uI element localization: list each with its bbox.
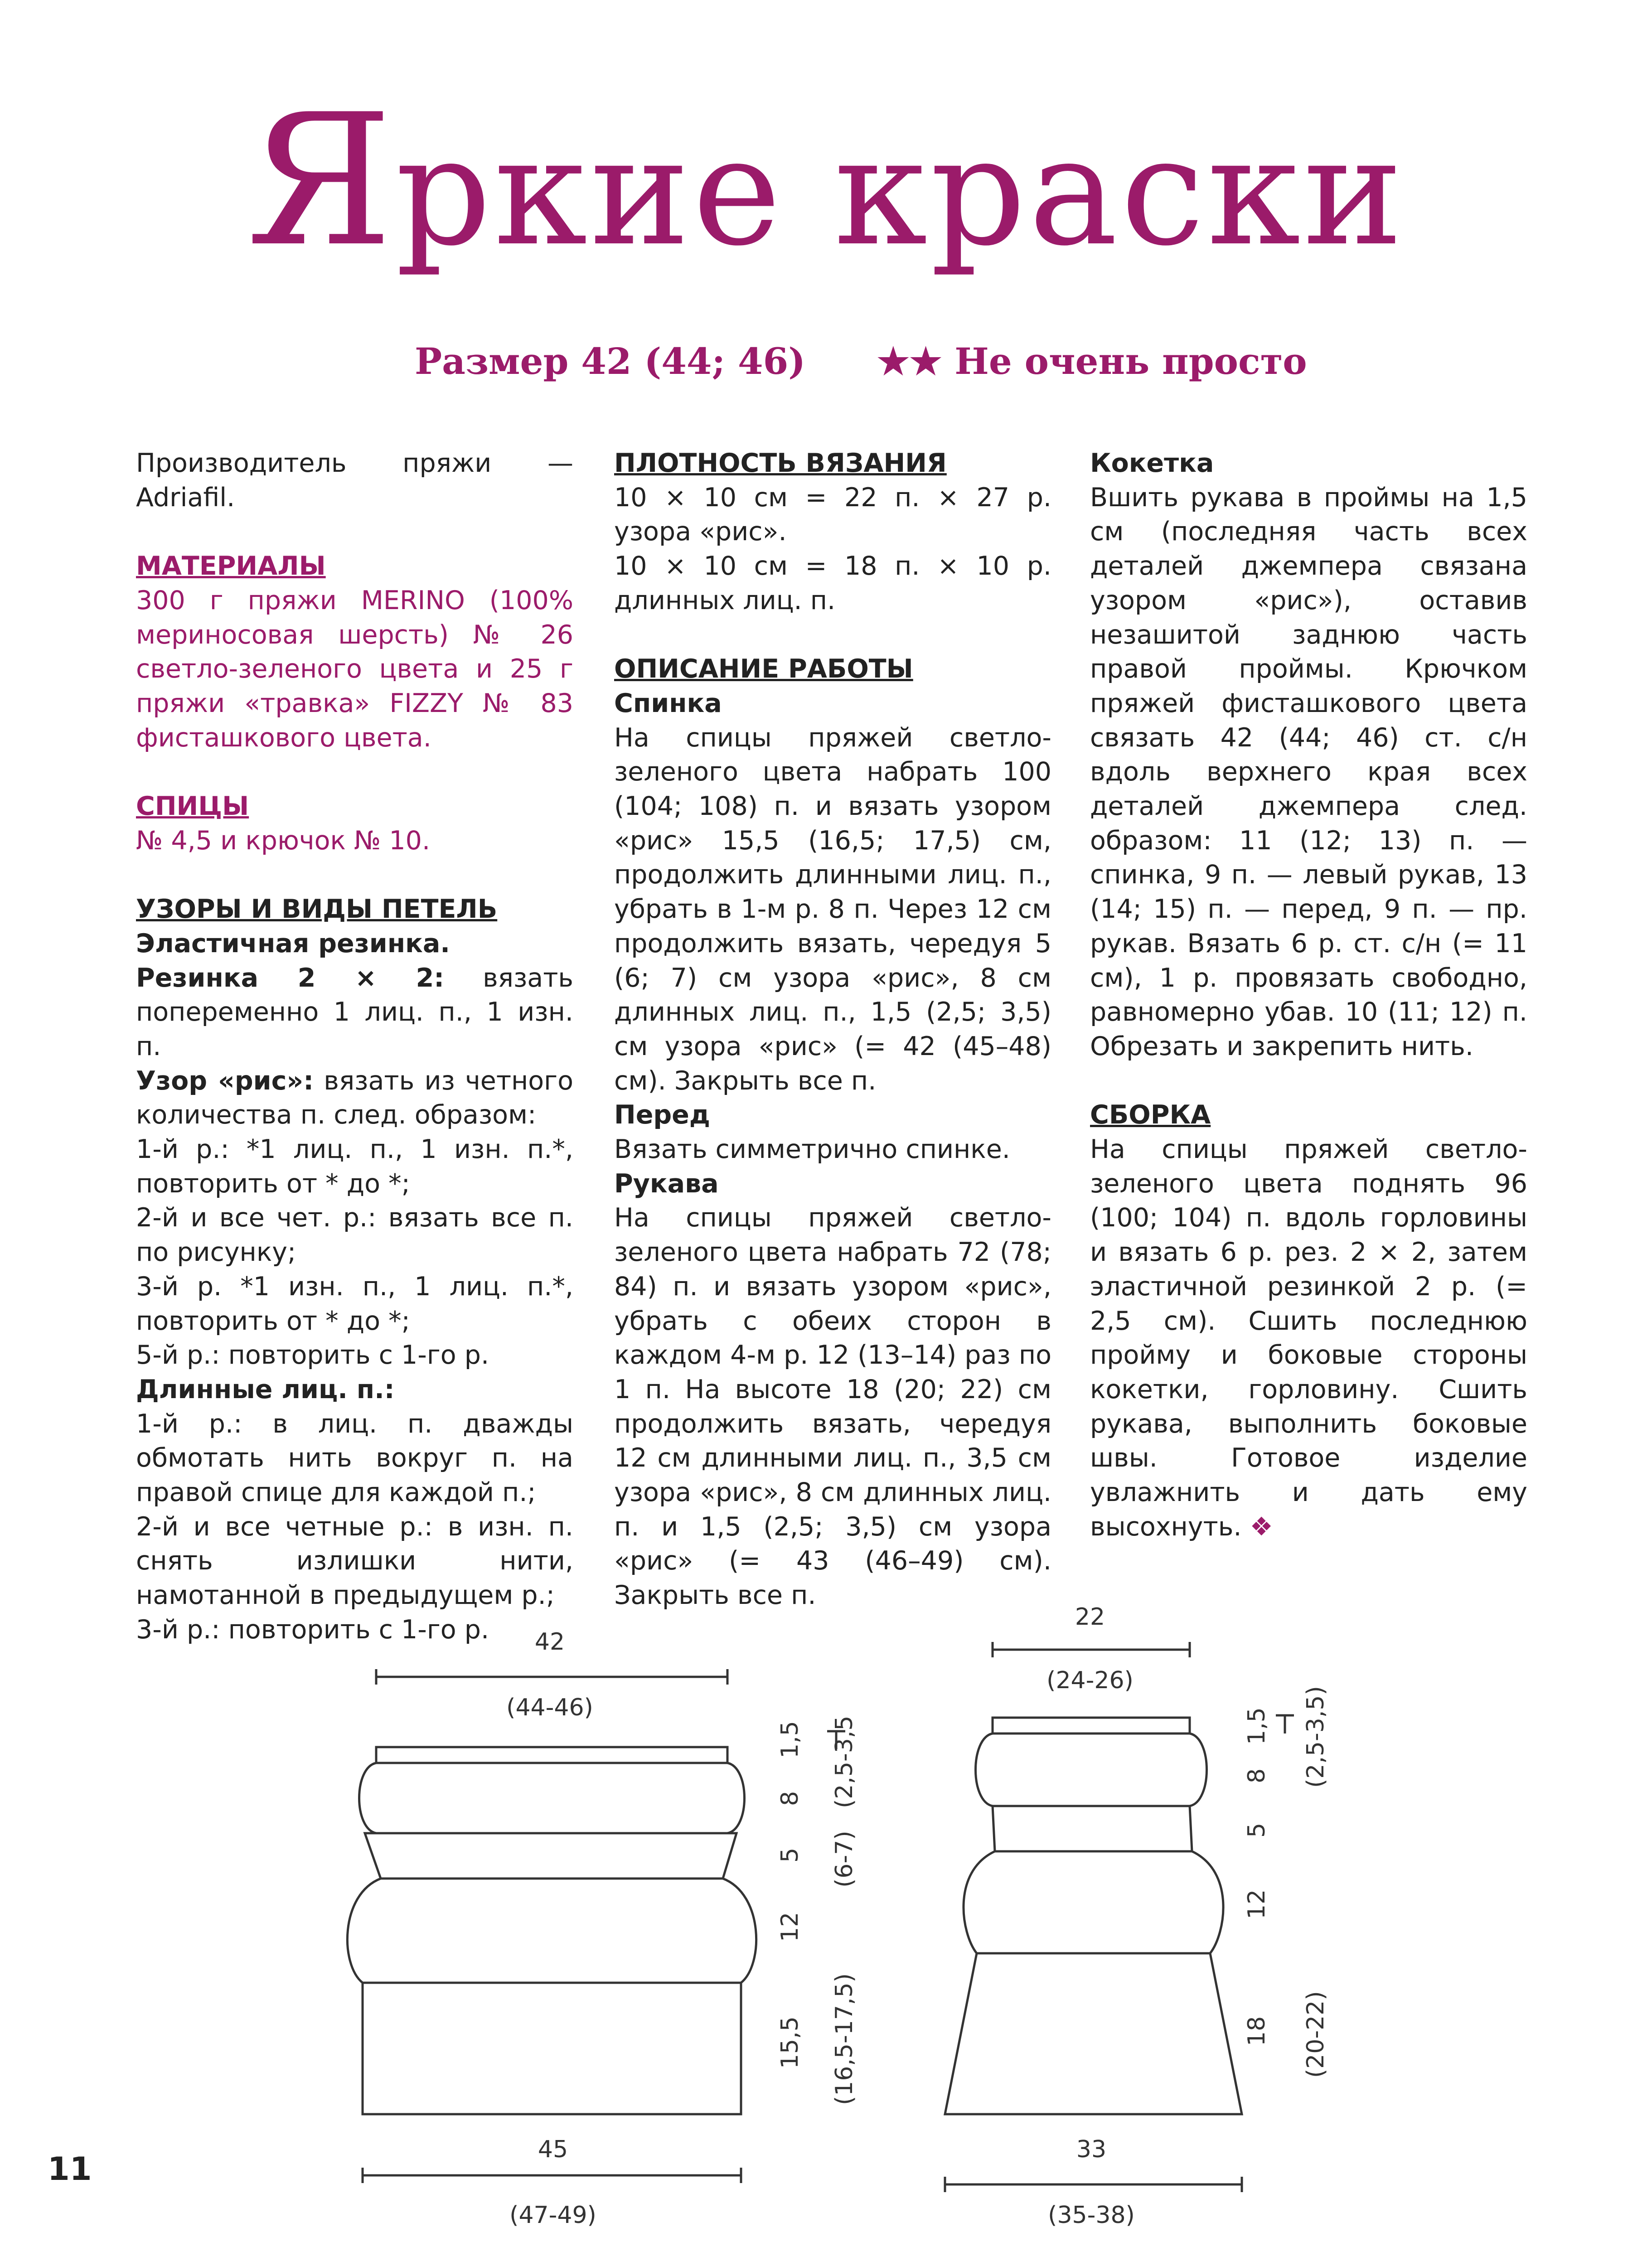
rice-row-2: 2-й и все чет. р.: вязать все п. по рисунку; — [136, 1203, 573, 1268]
body-alt3: (16,5-17,5) — [831, 1973, 858, 2105]
long-row-3: 3-й р.: повторить с 1-го р. — [136, 1614, 489, 1645]
page-number: 11 — [48, 2150, 92, 2188]
body-alt1: (2,5-3,5 — [831, 1715, 858, 1808]
body-alt2: (6-7) — [831, 1830, 858, 1888]
difficulty-stars: ★★ — [877, 340, 942, 383]
sleeve-alt2: (20-22) — [1302, 1991, 1329, 2078]
assembly-heading: СБОРКА — [1090, 1100, 1211, 1130]
rice-pattern-text: вязать из четного количества п. след. образом: — [136, 1065, 573, 1130]
page-title — [0, 76, 1652, 286]
long-stitch-title: Длинные лиц. п.: — [136, 1374, 395, 1404]
title-first-letter: Я — [246, 76, 396, 286]
front-text: Вязать симметрично спинке. — [614, 1134, 1010, 1165]
rice-row-3: 3-й р. *1 изн. п., 1 лиц. п.*, повторить от * до *; — [136, 1271, 573, 1336]
front-title: Перед — [614, 1100, 710, 1130]
sleeve-alt1: (2,5-3,5) — [1302, 1686, 1329, 1788]
long-row-1: 1-й р.: в лиц. п. дважды обмотать нить вокруг п. на правой спице для каждой п.; — [136, 1409, 573, 1508]
body-bottom-width: 45 — [538, 2136, 568, 2163]
rice-pattern-label: Узор «рис»: — [136, 1065, 314, 1096]
body-h1: 1,5 — [776, 1721, 804, 1758]
column-materials — [136, 446, 573, 1647]
body-h4: 12 — [776, 1912, 804, 1942]
sleeve-h3: 5 — [1243, 1822, 1270, 1838]
size-label: Размер 42 (44; 46) — [415, 340, 806, 383]
sleeve-bottom-width-alt: (35-38) — [1048, 2202, 1135, 2229]
rice-pattern — [136, 1064, 573, 1133]
materials-heading: МАТЕРИАЛЫ — [136, 551, 326, 581]
materials-text: 300 г пряжи MERINO (100% мериносовая шерсть) № 26 светло-зеленого цвета и 25 г пряжи «травка» FIZZY № 83 фисташкового цвета. — [136, 585, 573, 753]
gauge-rice: 10 × 10 см = 22 п. × 27 р. узора «рис». — [614, 482, 1051, 547]
column-yoke — [1090, 446, 1527, 1544]
rib-2x2-label: Резинка 2 × 2: — [136, 963, 445, 993]
end-mark-icon: ❖ — [1250, 1511, 1273, 1542]
difficulty — [877, 340, 1307, 383]
yoke-title: Кокетка — [1090, 448, 1214, 478]
assembly-body: На спицы пряжей светло-зеленого цвета поднять 96 (100; 104) п. вдоль горловины и вязать 6 р. рез. 2 × 2, затем эластичной резинкой 2 р. (= 2,5 см). Сшить последнюю пройму и боковые стороны кокетки, горловину. Сшить рукава, выполнить боковые швы. Готовое изделие увлажнить и дать ему высохнуть. — [1090, 1134, 1527, 1542]
needles-heading: СПИЦЫ — [136, 791, 249, 821]
sleeve-h2: 8 — [1243, 1768, 1270, 1783]
sleeve-bottom-width: 33 — [1076, 2136, 1107, 2163]
sleeve-top-width-alt: (24-26) — [1046, 1667, 1134, 1694]
body-h2: 8 — [776, 1791, 804, 1806]
yoke-text: Вшить рукава в проймы на 1,5 см (последняя часть всех деталей джемпера связана узором «рис»), оставив незашитой заднюю часть правой проймы. Крючком пряжей фисташкового цвета связать 42 (44; 46) ст. с/н вдоль верхнего края всех деталей джемпера след. образом: 11 (12; 13) п. — спинка, 9 п. — левый рукав, 13 (14; 15) п. — перед, 9 п. — пр. рукав. Вязать 6 р. ст. с/н (= 11 см), 1 р. провязать свободно, равномерно убав. 10 (11; 12) п. Обрезать и закрепить нить. — [1090, 482, 1527, 1061]
rice-row-1: 1-й р.: *1 лиц. п., 1 изн. п.*, повторить от * до *; — [136, 1134, 573, 1199]
back-text: На спицы пряжей светло-зеленого цвета набрать 100 (104; 108) п. и вязать узором «рис» 15,5 (16,5; 17,5) см, продолжить длинными лиц. п., убрать в 1-м р. 8 п. Через 12 см продолжить вязать, чередуя 5 (6; 7) см узора «рис», 8 см длинных лиц. п., 1,5 (2,5; 3,5) см узора «рис» (= 42 (45–48) см). Закрыть все п. — [614, 722, 1051, 1096]
description-heading: ОПИСАНИЕ РАБОТЫ — [614, 654, 913, 684]
body-h5: 15,5 — [776, 2016, 804, 2069]
body-top-width: 42 — [534, 1628, 565, 1656]
patterns-heading: УЗОРЫ И ВИДЫ ПЕТЕЛЬ — [136, 894, 498, 925]
body-h3: 5 — [776, 1847, 804, 1863]
sleeve-h4: 12 — [1243, 1889, 1270, 1919]
needles-text: № 4,5 и крючок № 10. — [136, 825, 431, 856]
body-bottom-width-alt: (47-49) — [509, 2202, 596, 2229]
yarn-producer: Производитель пряжи — Adriafil. — [136, 448, 573, 513]
sleeve-schematic — [916, 1595, 1369, 2243]
rice-row-5: 5-й р.: повторить с 1-го р. — [136, 1340, 489, 1370]
gauge-heading: ПЛОТНОСТЬ ВЯЗАНИЯ — [614, 448, 947, 478]
gauge-long: 10 × 10 см = 18 п. × 10 р. длинных лиц. п. — [614, 551, 1051, 615]
sleeve-top-width: 22 — [1075, 1603, 1105, 1631]
sleeve-h1: 1,5 — [1243, 1707, 1270, 1745]
difficulty-label: Не очень просто — [954, 340, 1307, 383]
back-title: Спинка — [614, 688, 722, 718]
sleeves-title: Рукава — [614, 1168, 719, 1199]
sleeves-text: На спицы пряжей светло-зеленого цвета набрать 72 (78; 84) п. и вязать узором «рис», убрать с обеих сторон в каждом 4-м р. 12 (13–14) раз по 1 п. На высоте 18 (20; 22) см продолжить вязать, чередуя 12 см длинными лиц. п., 3,5 см узора «рис», 8 см длинных лиц. п. и 1,5 (2,5; 3,5) см узора «рис» (= 43 (46–49) см). Закрыть все п. — [614, 1203, 1051, 1611]
long-row-2: 2-й и все четные р.: в изн. п. снять излишки нити, намотанной в предыдущем р.; — [136, 1511, 573, 1611]
body-schematic — [317, 1595, 906, 2243]
rib-2x2-text: вязать попеременно 1 лиц. п., 1 изн. п. — [136, 963, 573, 1061]
elastic-rib-title: Эластичная резинка. — [136, 928, 450, 959]
column-description — [614, 446, 1051, 1613]
body-top-width-alt: (44-46) — [506, 1694, 593, 1721]
title-rest: ркие краски — [395, 105, 1406, 279]
assembly-text — [1090, 1133, 1527, 1544]
sleeve-h5: 18 — [1243, 2016, 1270, 2046]
rib-2x2 — [136, 961, 573, 1064]
